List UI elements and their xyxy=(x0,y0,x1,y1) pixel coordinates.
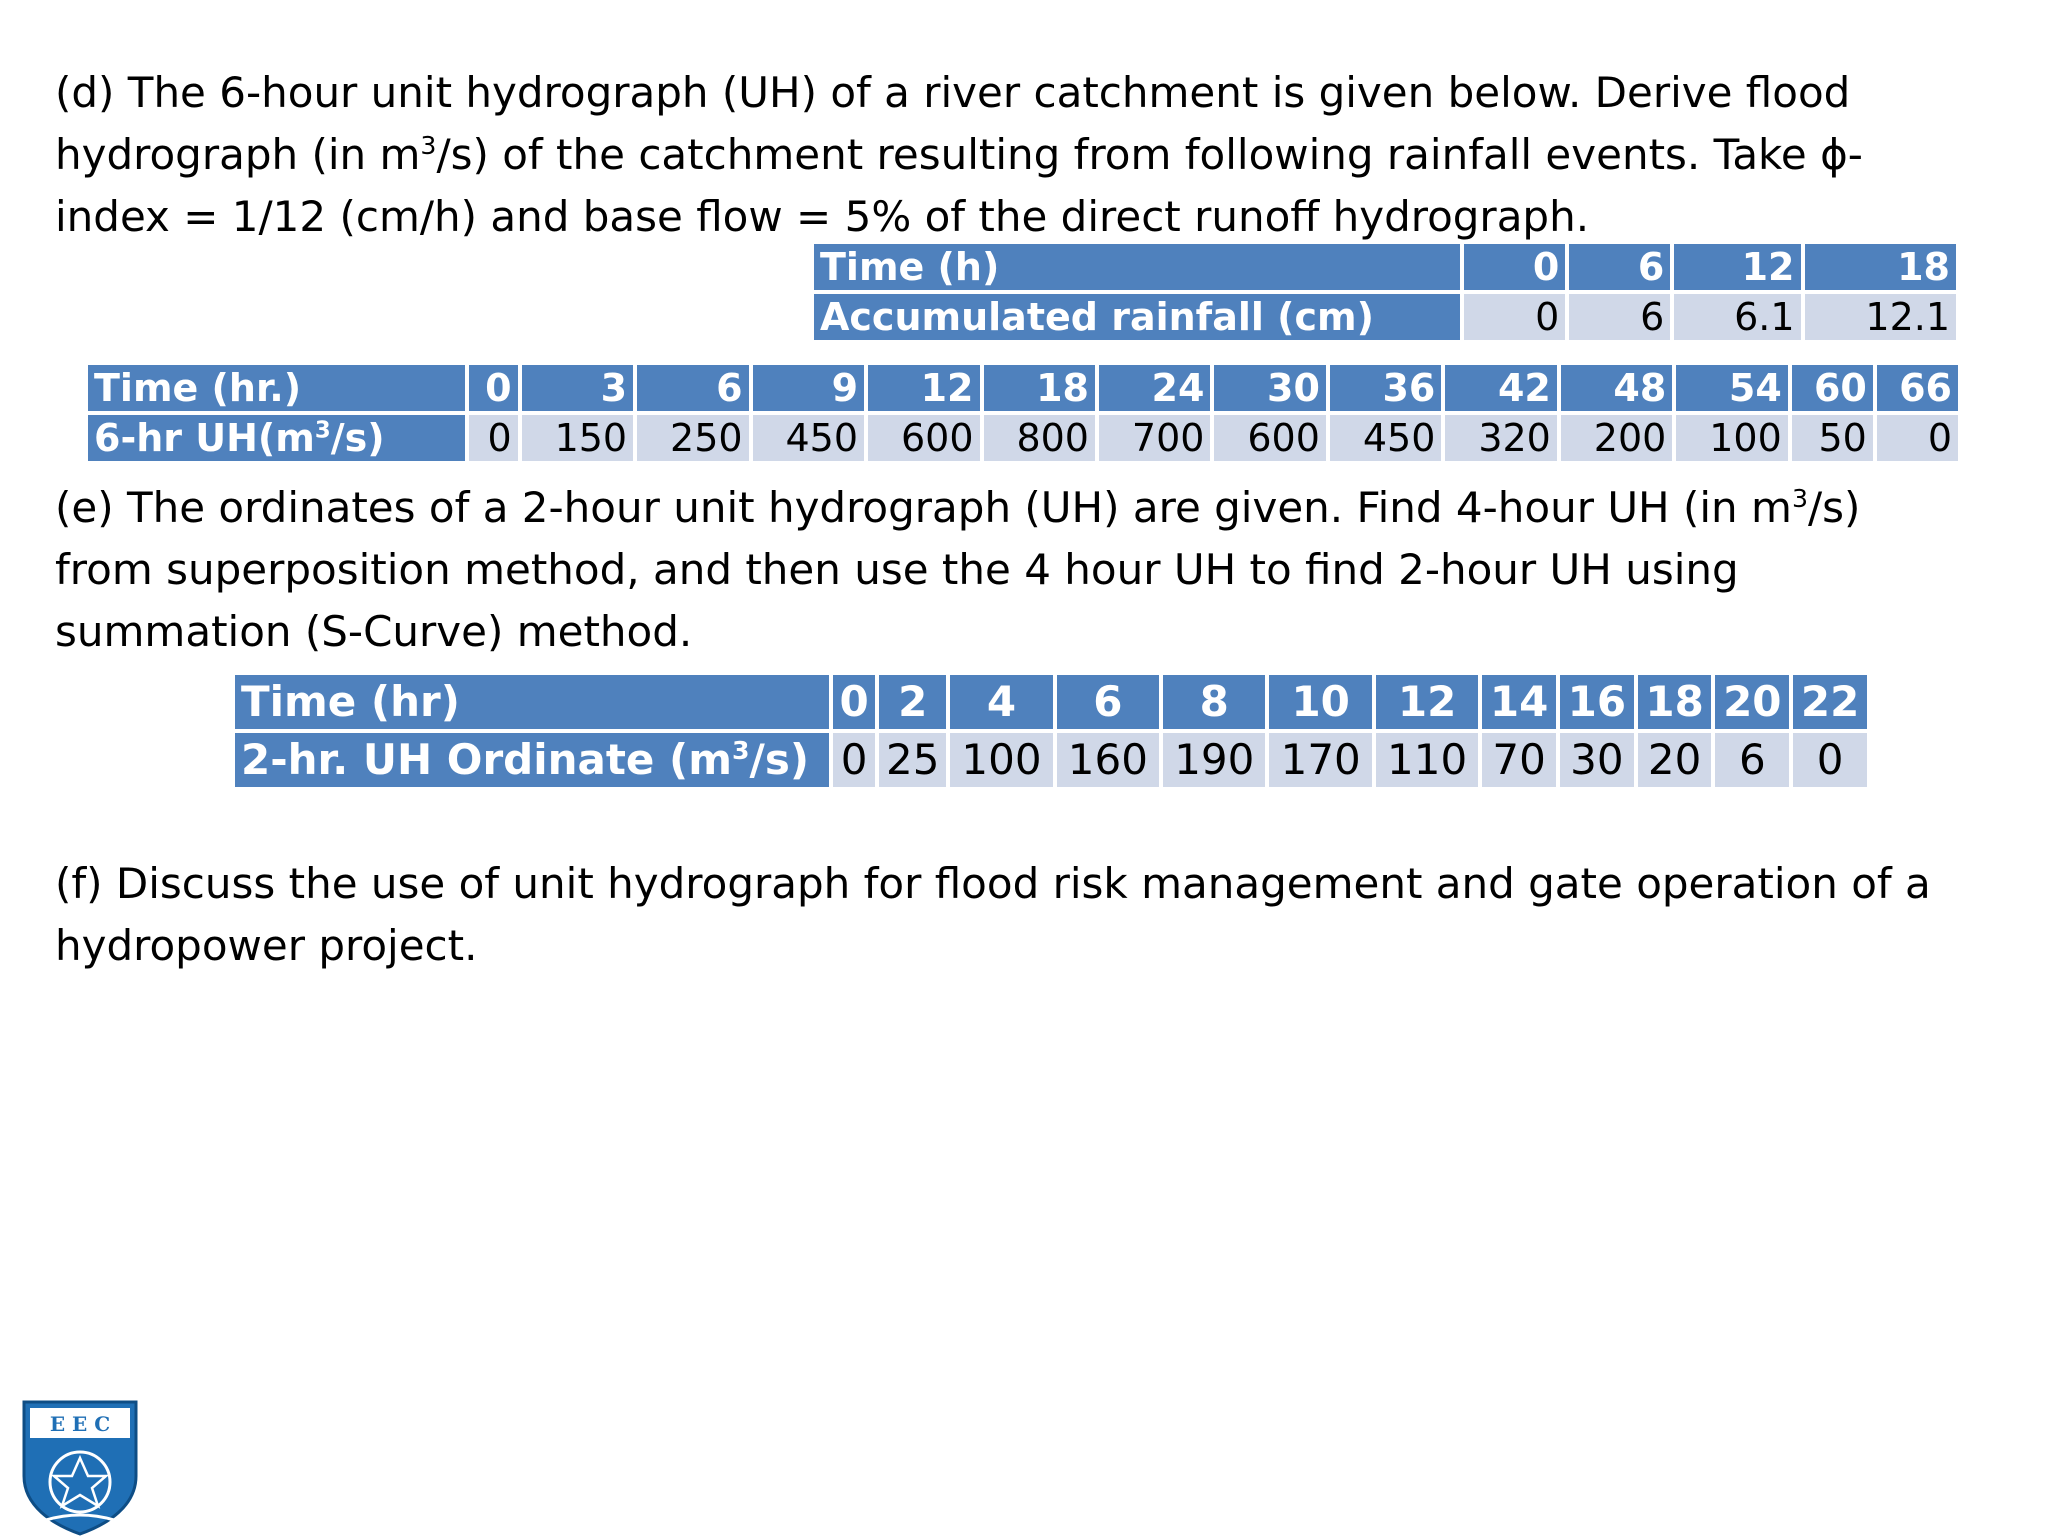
uh6-ordinate-cell: 200 xyxy=(1561,415,1672,461)
uh6-ordinate-cell: 600 xyxy=(868,415,979,461)
question-d-line-2: hydrograph (in $m^3/s$) of the catchment resulting from following rainfall events. Take ϕ- xyxy=(55,130,1863,179)
uh2-ordinate-cell: 70 xyxy=(1482,733,1556,787)
uh2-ordinate-cell: 30 xyxy=(1560,733,1634,787)
uh2-ordinate-cell: 160 xyxy=(1057,733,1159,787)
question-f-line-1: (f) Discuss the use of unit hydrograph for flood risk management and gate operation of a xyxy=(55,859,1931,908)
uh2-time-cell: 2 xyxy=(879,675,946,729)
uh6-ordinate-cell: 50 xyxy=(1792,415,1873,461)
uh2-time-cell: 4 xyxy=(950,675,1052,729)
uh6-ordinate-cell: 700 xyxy=(1099,415,1210,461)
uh2-time-cell: 20 xyxy=(1715,675,1789,729)
uh6-time-cell: 18 xyxy=(984,365,1095,411)
rainfall-time-cell: 18 xyxy=(1805,244,1957,290)
logo-lettering: E E C xyxy=(49,1412,111,1436)
uh6-ordinate-cell: 450 xyxy=(753,415,864,461)
rainfall-time-cell: 6 xyxy=(1569,244,1670,290)
rainfall-accumulated-cell: 6 xyxy=(1569,294,1670,340)
rainfall-accumulated-cell: 6.1 xyxy=(1674,294,1800,340)
uh6-time-cell: 42 xyxy=(1445,365,1556,411)
uh6-ordinate-cell: 0 xyxy=(469,415,518,461)
uh6-ordinate-cell: 320 xyxy=(1445,415,1556,461)
uh2-ordinate-cell: 20 xyxy=(1638,733,1712,787)
rainfall-accumulated-label: Accumulated rainfall (cm) xyxy=(814,294,1460,340)
uh2-time-row xyxy=(235,675,1867,729)
uh2-time-cell: 0 xyxy=(833,675,875,729)
rainfall-table xyxy=(810,240,1960,344)
uh2-time-cell: 8 xyxy=(1163,675,1265,729)
rainfall-time-cell: 12 xyxy=(1674,244,1800,290)
uh2-time-cell: 18 xyxy=(1638,675,1712,729)
rainfall-accumulated-cell: 0 xyxy=(1464,294,1565,340)
uh6-time-cell: 6 xyxy=(637,365,748,411)
uh2-time-cell: 12 xyxy=(1376,675,1478,729)
uh6-ordinate-cell: 150 xyxy=(522,415,633,461)
uh6-time-cell: 36 xyxy=(1330,365,1441,411)
question-e-line-3: summation (S-Curve) method. xyxy=(55,607,693,656)
rainfall-accumulated-cell: 12.1 xyxy=(1805,294,1957,340)
question-d-line-1: (d) The 6-hour unit hydrograph (UH) of a river catchment is given below. Derive flood xyxy=(55,68,1851,117)
uh2-ordinate-cell: 190 xyxy=(1163,733,1265,787)
uh6-time-cell: 54 xyxy=(1676,365,1787,411)
uh2-time-cell: 10 xyxy=(1269,675,1371,729)
question-f-line-2: hydropower project. xyxy=(55,921,478,970)
question-e-line-1: (e) The ordinates of a 2-hour unit hydrograph (UH) are given. Find 4-hour UH (in $m^3/s$) xyxy=(55,483,1861,532)
uh2-ordinate-cell: 25 xyxy=(879,733,946,787)
uh2-ordinate-label: 2-hr. UH Ordinate $(m^3/s)$ xyxy=(235,733,829,787)
uh6-time-cell: 12 xyxy=(868,365,979,411)
uh6-time-cell: 24 xyxy=(1099,365,1210,411)
uh2-time-cell: 6 xyxy=(1057,675,1159,729)
uh2-table xyxy=(231,671,1871,791)
uh6-time-cell: 60 xyxy=(1792,365,1873,411)
uh6-ordinate-cell: 250 xyxy=(637,415,748,461)
uh6-time-cell: 3 xyxy=(522,365,633,411)
uh2-time-cell: 16 xyxy=(1560,675,1634,729)
uh6-ordinate-cell: 0 xyxy=(1877,415,1958,461)
uh6-time-cell: 48 xyxy=(1561,365,1672,411)
eec-logo-icon xyxy=(16,1398,144,1536)
question-d-line-3: index = 1/12 (cm/h) and base flow = 5% of the direct runoff hydrograph. xyxy=(55,192,1590,241)
uh2-ordinate-cell: 0 xyxy=(1793,733,1867,787)
uh6-time-cell: 0 xyxy=(469,365,518,411)
uh6-time-label: Time (hr.) xyxy=(88,365,465,411)
uh6-ordinate-cell: 800 xyxy=(984,415,1095,461)
rainfall-time-row xyxy=(814,244,1956,290)
uh2-ordinate-cell: 100 xyxy=(950,733,1052,787)
rainfall-time-label: Time (h) xyxy=(814,244,1460,290)
uh2-ordinate-cell: 170 xyxy=(1269,733,1371,787)
rainfall-time-cell: 0 xyxy=(1464,244,1565,290)
uh2-ordinate-cell: 0 xyxy=(833,733,875,787)
uh6-table xyxy=(84,361,1962,465)
uh6-ordinate-cell: 100 xyxy=(1676,415,1787,461)
uh6-ordinate-label: 6-hr $UH(m^3/s)$ xyxy=(88,415,465,461)
uh6-ordinate-row xyxy=(88,415,1958,461)
uh2-time-label: Time (hr) xyxy=(235,675,829,729)
uh6-ordinate-cell: 600 xyxy=(1214,415,1325,461)
question-e-line-2: from superposition method, and then use the 4 hour UH to find 2-hour UH using xyxy=(55,545,1739,594)
uh2-ordinate-row xyxy=(235,733,1867,787)
rainfall-accumulated-row xyxy=(814,294,1956,340)
uh6-ordinate-cell: 450 xyxy=(1330,415,1441,461)
uh2-ordinate-cell: 6 xyxy=(1715,733,1789,787)
uh6-time-cell: 30 xyxy=(1214,365,1325,411)
uh2-time-cell: 14 xyxy=(1482,675,1556,729)
uh6-time-cell: 9 xyxy=(753,365,864,411)
uh6-time-cell: 66 xyxy=(1877,365,1958,411)
uh2-ordinate-cell: 110 xyxy=(1376,733,1478,787)
uh6-time-row xyxy=(88,365,1958,411)
uh2-time-cell: 22 xyxy=(1793,675,1867,729)
